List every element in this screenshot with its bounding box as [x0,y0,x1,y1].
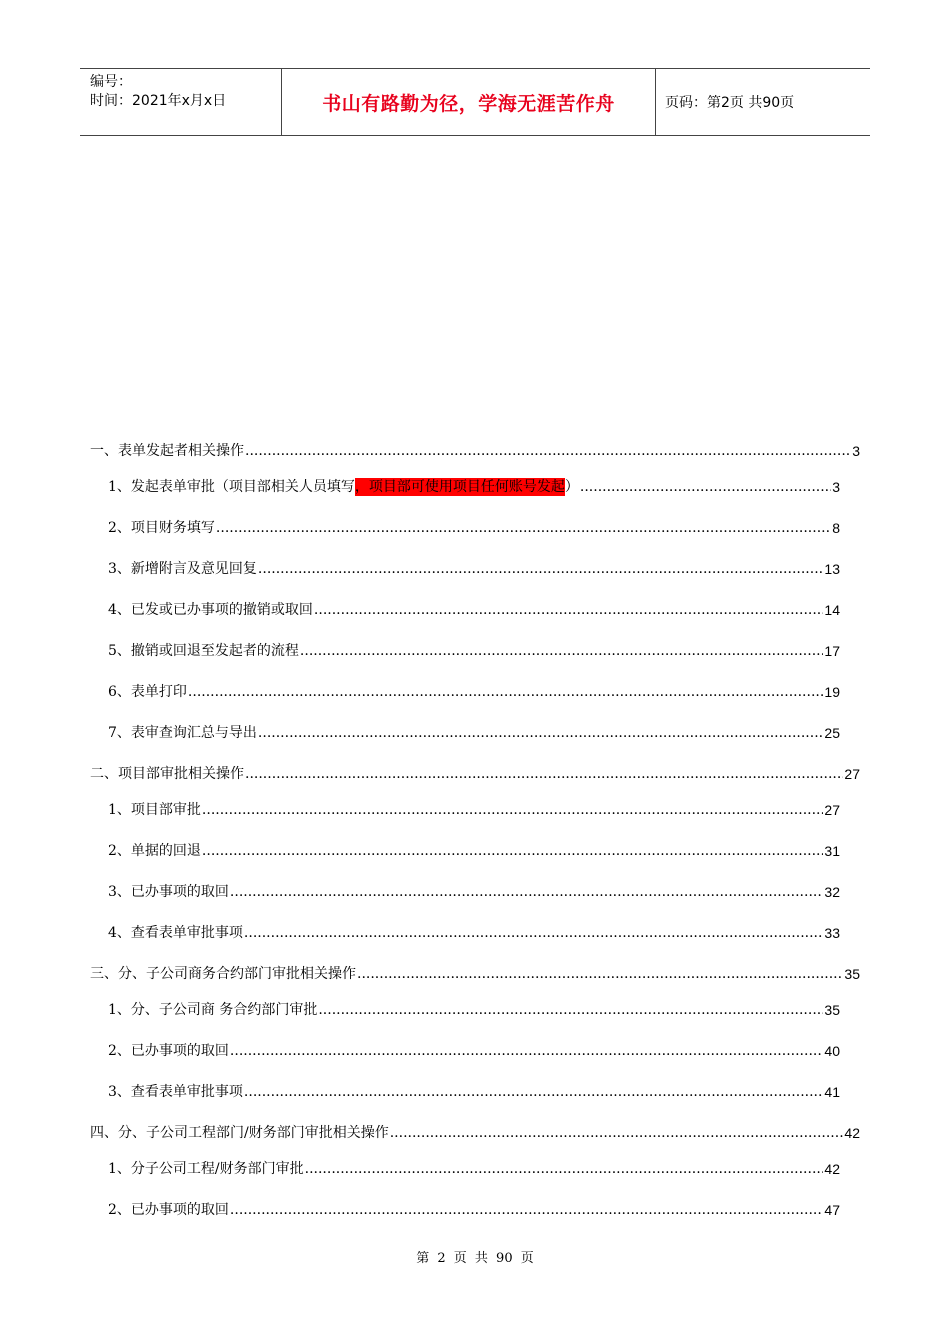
toc-entry[interactable] [108,720,840,742]
toc-leader-dots [258,560,824,578]
toc-entry[interactable] [108,1038,840,1060]
header-number: 编号： [90,74,132,90]
toc-entry-label: 5、撤销或回退至发起者的流程 [108,643,299,659]
toc-entry-label: 三、分、子公司商务合约部门审批相关操作 [90,966,356,982]
toc-page-number: 17 [824,643,840,659]
toc-entry[interactable] [108,515,840,537]
toc-leader-dots [258,724,824,742]
toc-entry-label: 1、分、子公司商 务合约部门审批 [108,1002,318,1018]
toc-leader-dots [244,1083,824,1101]
toc-entry[interactable] [108,838,840,860]
toc-leader-dots [230,1201,824,1219]
toc-leader-dots [314,601,824,619]
toc-entry[interactable] [108,1197,840,1219]
toc-entry[interactable] [108,1156,840,1178]
toc-entry-label: 3、已办事项的取回 [108,884,229,900]
header-time: 时间：2021年x月x日 [90,93,227,109]
toc-page-number: 33 [824,925,840,941]
toc-entry-label: 1、发起表单审批（项目部相关人员填写 [108,479,355,495]
toc-leader-dots [230,1042,824,1060]
toc-entry[interactable] [108,920,840,942]
toc-page-number: 25 [824,725,840,741]
toc-entry-label: 4、查看表单审批事项 [108,925,243,941]
toc-entry-label-tail: ） [564,479,579,495]
toc-leader-dots [245,442,851,460]
toc-page-number: 3 [852,443,860,459]
toc-entry-highlight: ，项目部可使用项目任何账号发起 [354,479,565,495]
toc-entry-label: 3、查看表单审批事项 [108,1084,243,1100]
toc-leader-dots [244,924,824,942]
toc-page-number: 27 [824,802,840,818]
toc-entry-label: 一、表单发起者相关操作 [90,443,244,459]
toc-section[interactable] [90,1120,860,1142]
toc-leader-dots [300,642,824,660]
toc-page-number: 32 [824,884,840,900]
toc-leader-dots [202,801,824,819]
header-motto: 书山有路勤为径，学海无涯苦作舟 [322,92,615,115]
toc-page-number: 14 [824,602,840,618]
toc-page-number: 3 [832,479,840,495]
toc-entry-label: 4、已发或已办事项的撤销或取回 [108,602,313,618]
toc-page-number: 8 [832,520,840,536]
toc-entry[interactable] [108,1079,840,1101]
page-footer: 第 2 页 共 90 页 [416,1251,534,1266]
toc-entry-label: 2、已办事项的取回 [108,1043,229,1059]
toc-page-number: 40 [824,1043,840,1059]
toc-entry-label: 7、表审查询汇总与导出 [108,725,257,741]
toc-section[interactable] [90,761,860,783]
toc-leader-dots [318,1001,823,1019]
toc-leader-dots [245,765,843,783]
toc-page-number: 31 [824,843,840,859]
toc-entry[interactable] [108,879,840,901]
toc-entry-label: 3、新增附言及意见回复 [108,561,257,577]
toc-page-number: 35 [844,966,860,982]
toc-entry-label: 6、表单打印 [108,684,187,700]
toc-entry[interactable] [108,474,840,496]
toc-entry[interactable] [108,679,840,701]
toc-leader-dots [216,519,831,537]
toc-leader-dots [390,1124,844,1142]
toc-entry-label: 2、项目财务填写 [108,520,215,536]
toc-entry[interactable] [108,556,840,578]
toc-entry[interactable] [108,997,840,1019]
toc-leader-dots [305,1160,824,1178]
toc-page-number: 41 [824,1084,840,1100]
toc-entry[interactable] [108,797,840,819]
toc-entry-label: 2、已办事项的取回 [108,1202,229,1218]
toc-leader-dots [188,683,824,701]
toc-entry-label: 2、单据的回退 [108,843,201,859]
toc-entry[interactable] [108,638,840,660]
toc-page-number: 47 [824,1202,840,1218]
toc-leader-dots [580,478,831,496]
toc-page-number: 13 [824,561,840,577]
toc-entry-label: 1、分子公司工程/财务部门审批 [108,1161,304,1177]
toc-entry[interactable] [108,597,840,619]
header-meta [90,73,280,111]
header-divider [655,69,656,135]
toc-page-number: 42 [824,1161,840,1177]
toc-entry-label: 二、项目部审批相关操作 [90,766,244,782]
page-header [80,68,870,136]
toc-leader-dots [230,883,824,901]
toc-page-number: 27 [844,766,860,782]
toc-page-number: 35 [824,1002,840,1018]
toc-section[interactable] [90,438,860,460]
toc-leader-dots [202,842,824,860]
header-page-info: 页码：第2页 共90页 [665,95,795,111]
toc-entry-label: 四、分、子公司工程部门/财务部门审批相关操作 [90,1125,389,1141]
toc-page-number: 42 [844,1125,860,1141]
toc-entry-label: 1、项目部审批 [108,802,201,818]
toc-page-number: 19 [824,684,840,700]
toc-leader-dots [357,965,843,983]
toc-section[interactable] [90,961,860,983]
